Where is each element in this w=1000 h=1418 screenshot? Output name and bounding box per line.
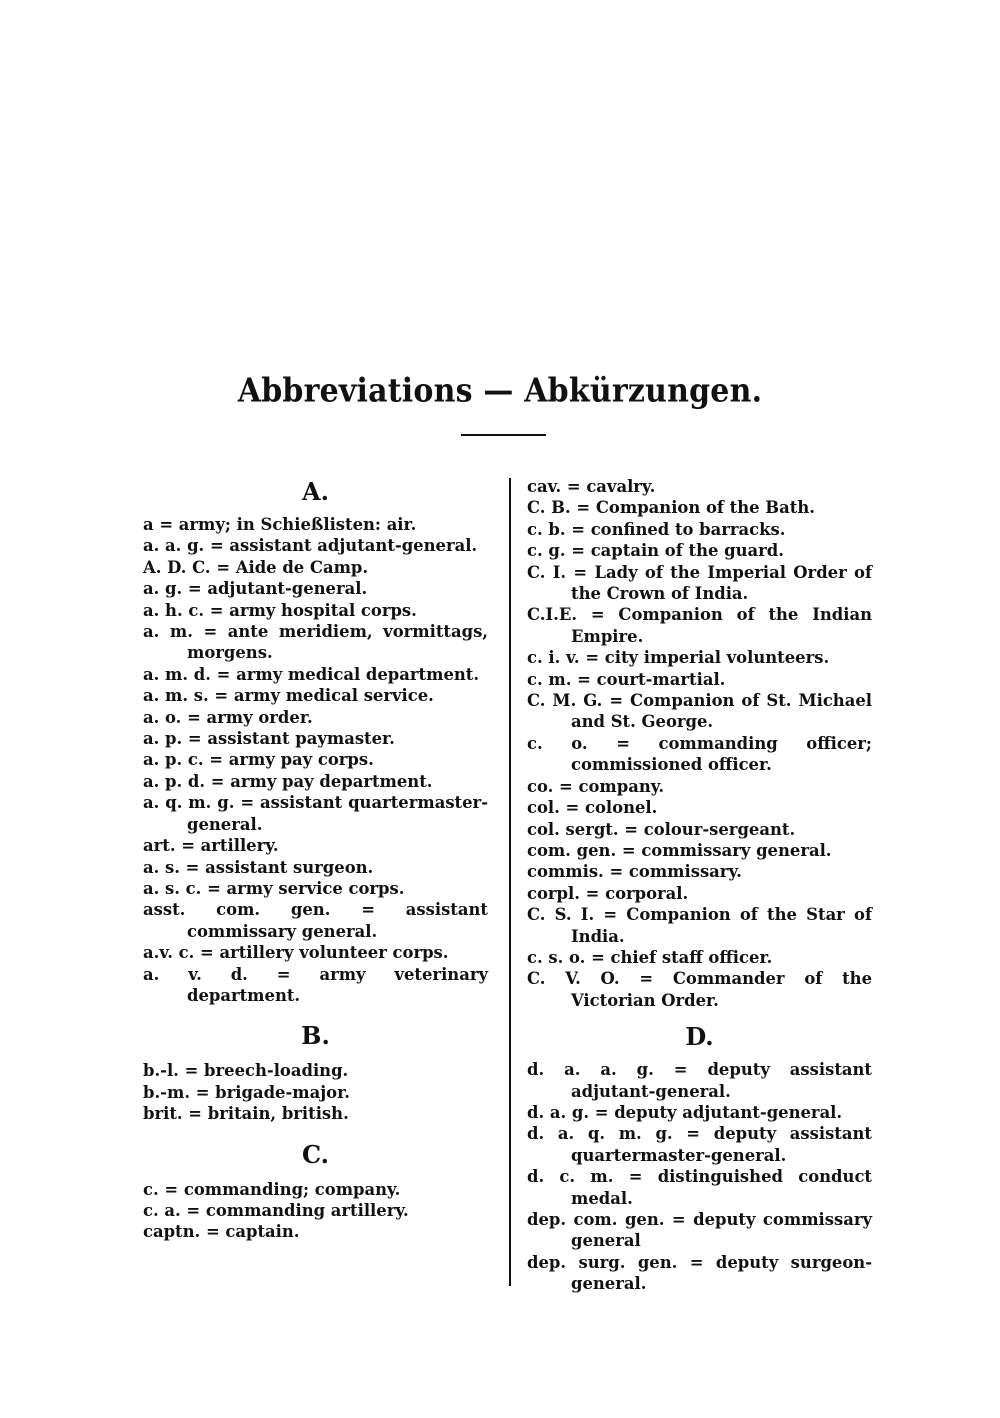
dictionary-entry: b.-l. = breech-loading. <box>143 1061 349 1081</box>
dictionary-entry: C. M. G. = Companion of St. Michael and St. George. <box>527 691 872 732</box>
dictionary-entry: a. m. = ante meridiem, vormittags, morgens. <box>143 622 488 663</box>
dictionary-entry: C.I.E. = Companion of the Indian Empire. <box>527 605 872 646</box>
dictionary-entry: A. D. C. = Aide de Camp. <box>143 557 369 577</box>
dictionary-entry: C. S. I. = Companion of the Star of India. <box>527 905 872 946</box>
section-heading-c: C. <box>301 1139 330 1169</box>
dictionary-entry: b.-m. = brigade-major. <box>143 1082 350 1102</box>
dictionary-entry: c. a. = commanding artillery. <box>143 1200 409 1220</box>
dictionary-entry: C. V. O. = Commander of the Victorian Order. <box>527 969 872 1010</box>
dictionary-entry: co. = company. <box>527 776 665 796</box>
dictionary-entry: dep. com. gen. = deputy commissary general <box>527 1210 872 1251</box>
dictionary-entry: a. p. c. = army pay corps. <box>143 750 374 770</box>
dictionary-entry: a. g. = adjutant-general. <box>143 579 368 599</box>
dictionary-entry: corpl. = corporal. <box>527 883 689 903</box>
dictionary-entry: c. = commanding; company. <box>143 1179 401 1199</box>
dictionary-entry: com. gen. = commissary general. <box>527 840 832 860</box>
dictionary-entry: art. = artillery. <box>143 836 279 856</box>
dictionary-entry: a. a. g. = assistant adjutant-general. <box>143 536 478 556</box>
dictionary-entry: a. p. d. = army pay department. <box>143 771 433 791</box>
section-heading-a: A. <box>302 477 329 506</box>
dictionary-entry: a. v. d. = army veterinary department. <box>143 964 488 1005</box>
dictionary-entry: C. B. = Companion of the Bath. <box>527 498 815 518</box>
dictionary-entry: d. a. g. = deputy adjutant-general. <box>527 1102 843 1122</box>
dictionary-entry: d. a. a. g. = deputy assistant adjutant-general. <box>527 1060 872 1101</box>
dictionary-entry: a = army; in Schießlisten: air. <box>143 515 417 534</box>
column-divider <box>509 478 511 1286</box>
right-column <box>527 476 872 1295</box>
dictionary-entry: captn. = captain. <box>143 1222 300 1242</box>
title-rule <box>461 434 546 436</box>
dictionary-entry: a. q. m. g. = assistant quartermaster-general. <box>143 793 488 834</box>
dictionary-entry: commis. = commissary. <box>527 862 742 882</box>
dictionary-entry: col. = colonel. <box>527 798 658 818</box>
dictionary-entry: c. g. = captain of the guard. <box>527 541 784 561</box>
section-d-entries <box>527 1059 872 1294</box>
dictionary-entry: c. i. v. = city imperial volunteers. <box>527 648 830 668</box>
dictionary-entry: a. o. = army order. <box>143 707 313 727</box>
left-column <box>143 476 488 1243</box>
dictionary-entry: a. m. d. = army medical department. <box>143 664 480 684</box>
page-title: Abbreviations — Abkürzungen. <box>237 372 763 411</box>
dictionary-entry: c. s. o. = chief staff officer. <box>527 947 773 967</box>
dictionary-entry: a. s. = assistant surgeon. <box>143 857 374 877</box>
dictionary-entry: d. a. q. m. g. = deputy assistant quartermaster-general. <box>527 1124 872 1165</box>
dictionary-entry: cav. = cavalry. <box>527 477 656 496</box>
dictionary-entry: C. I. = Lady of the Imperial Order of the Crown of India. <box>527 562 872 604</box>
dictionary-entry: c. o. = commanding officer; commissioned officer. <box>527 733 872 775</box>
section-a-entries <box>143 514 488 1006</box>
dictionary-entry: a.v. c. = artillery volunteer corps. <box>143 943 449 963</box>
dictionary-entry: a. m. s. = army medical service. <box>143 686 434 706</box>
section-c-continued-entries <box>527 476 872 1011</box>
section-c-entries <box>143 1179 488 1243</box>
dictionary-entry: dep. surg. gen. = deputy surgeon-general. <box>527 1252 872 1294</box>
section-b-entries <box>143 1060 488 1124</box>
section-heading-b: B. <box>301 1021 330 1051</box>
dictionary-entry: a. p. = assistant paymaster. <box>143 729 395 749</box>
dictionary-entry: d. c. m. = distinguished conduct medal. <box>527 1167 872 1208</box>
section-heading-d: D. <box>685 1022 714 1052</box>
dictionary-entry: col. sergt. = colour-sergeant. <box>527 819 796 839</box>
dictionary-entry: c. m. = court-martial. <box>527 669 726 689</box>
dictionary-entry: asst. com. gen. = assistant commissary general. <box>143 900 488 941</box>
dictionary-entry: brit. = britain, british. <box>143 1104 349 1124</box>
dictionary-entry: a. s. c. = army service corps. <box>143 878 405 898</box>
dictionary-entry: a. h. c. = army hospital corps. <box>143 600 417 620</box>
dictionary-entry: c. b. = confined to barracks. <box>527 519 786 539</box>
